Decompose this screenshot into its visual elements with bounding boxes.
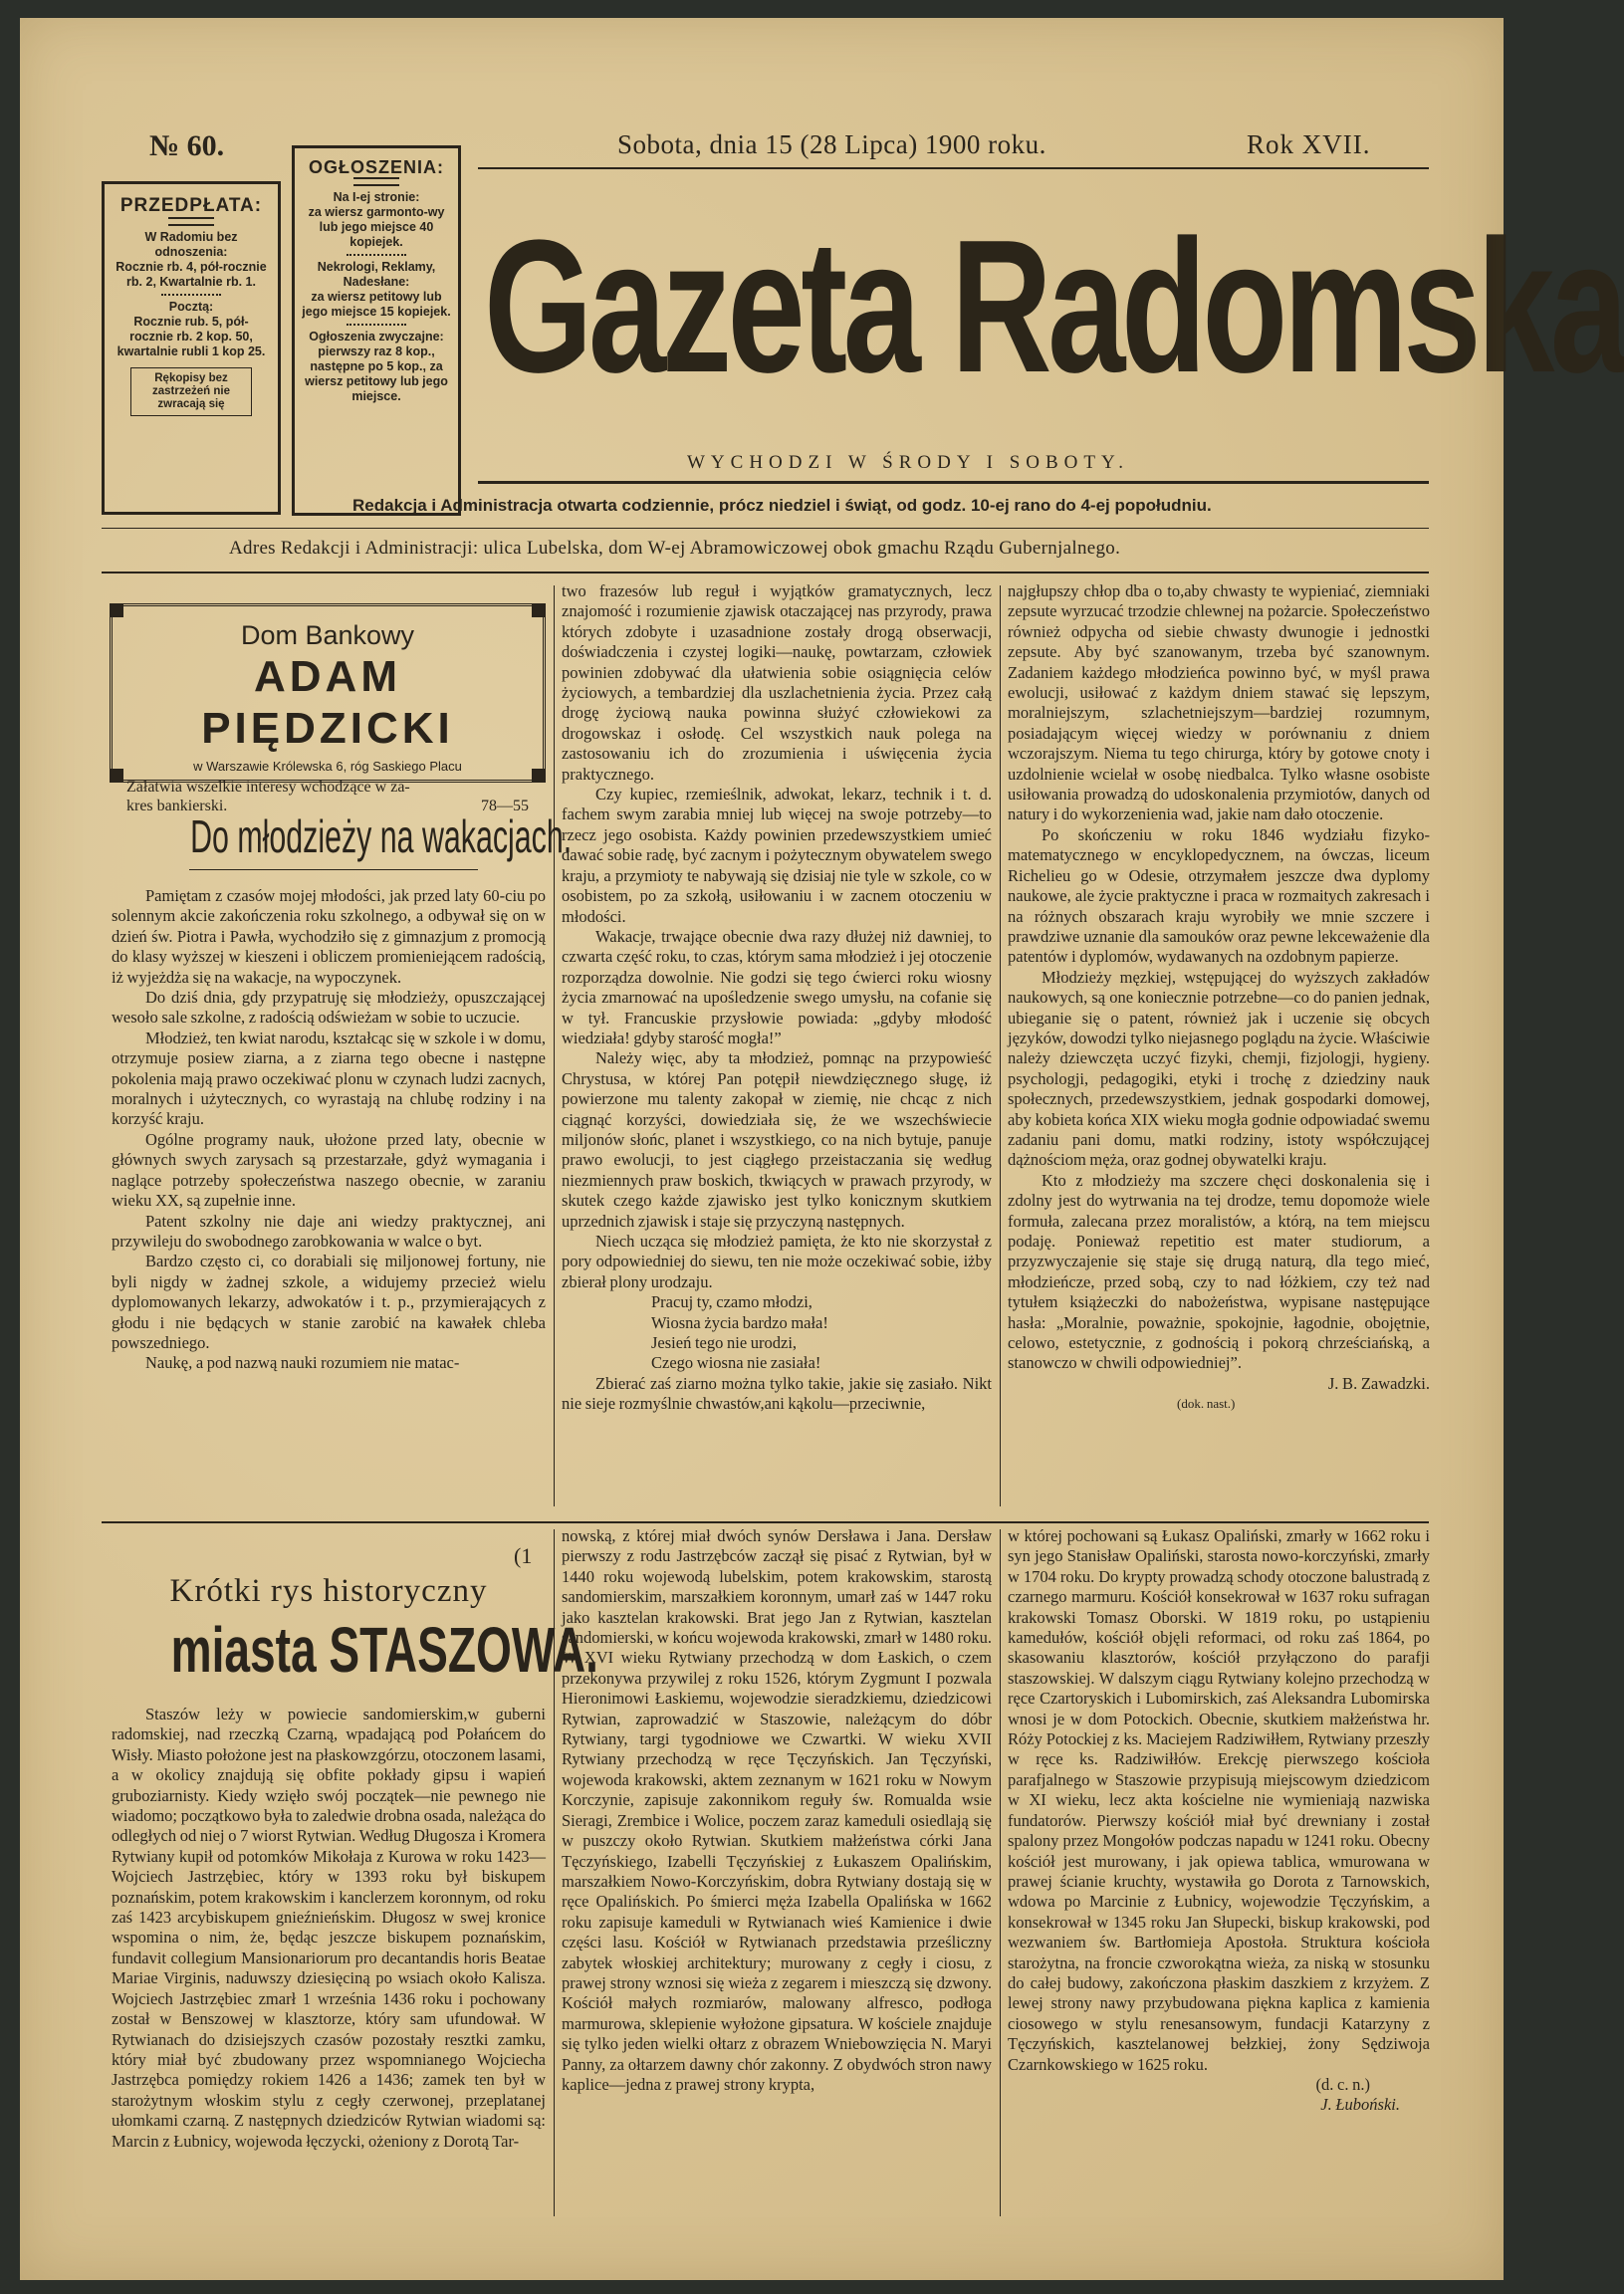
divider <box>478 481 1429 484</box>
paragraph: Kto z młodzieży ma szczere chęci doskonalenia się i zdolny jest do wytrwania na tej drodze, temu dopomoże wiele formuła, zalecana przez moralistów, a którą, na tem miejscu podaję. Ponieważ repetitio est mater studiorum, a przyzwyczajenie się staje się drugą naturą, dla tego mieć, młodzieńcze, przed sobą, czy to nad łóżkiem, czy też nad tytułem książeczki do nabożeństwa, wypisane następujące hasła: „Moralnie, poważnie, spokojnie, łagodnie, obojętnie, celowo, estetycznie, z godnością i pokorą chrześciańską, a stanowczo w chwili odpowiedniej”. <box>1008 1170 1430 1373</box>
divider <box>478 167 1429 169</box>
paragraph: Naukę, a pod nazwą nauki rozumiem nie matac- <box>145 1353 460 1373</box>
paragraph: Zbierać zaś ziarno można tylko takie, jakie się zasiało. Nikt nie sieje rozmyślnie chwastów,ani kąkolu—przeciwnie, <box>562 1373 992 1414</box>
paragraph: Młodzież, ten kwiat narodu, kształcąc się w szkole i w domu, otrzymuje posiew ziarna, a z ziarna tego obecne i następne pokolenia mają prawo oczekiwać plonu w czynach ludzi zacnych, moralnych i użytecznych, co wyrastają na chlubę rodziny i na korzyść kraju. <box>112 1028 546 1129</box>
subscription-line: Rocznie rb. 4, pół-rocznie rb. 2, Kwartalnie rb. 1. <box>116 260 267 289</box>
advertising-line: za wiersz petitowy lub jego miejsce 15 kopiejek. <box>302 290 451 319</box>
newspaper-page <box>20 18 1624 2280</box>
issue-date: Sobota, dnia 15 (28 Lipca) 1900 roku. <box>617 129 1046 159</box>
advertising-line: Nekrologi, Reklamy, Nadesłane: <box>317 260 436 289</box>
ad-code: 78—55 <box>481 798 529 814</box>
continued-note: (dok. nast.) <box>1177 1396 1236 1412</box>
masthead-subtitle: WYCHODZI W ŚRODY I SOBOTY. <box>687 452 1130 473</box>
article-column <box>562 1526 992 2205</box>
ad-heading: Dom Bankowy <box>240 620 415 650</box>
advertising-title: OGŁOSZENIA: <box>309 157 444 177</box>
advertising-line: Na I-ej stronie: <box>333 190 420 204</box>
masthead-title: Gazeta Radomska <box>484 201 1624 412</box>
paragraph: Należy więc, aby ta młodzież, pomnąc na przypowieść Chrystusa, w której Pan potępił niewdzięcznego sługę, iż powierzone mu talenty zakopał w ziemię, nie chcąc z nich ciągnąć korzyści, dowiedziała się, że we wszechświecie miljonów słońc, planet i wszystkiego, co na nich bytuje, panuje prawo ewolucji, to jest ciągłego przeistaczania się według niezmiennych praw boskich, tkwiących w prawach przyrody, w skutek czego każde zjawisko jest tylko konicznym skutkiem uprzednich zjawisk i staje się przyczyną następnych. <box>562 1048 992 1231</box>
article-column <box>112 886 546 1495</box>
subscription-line: Pocztą: <box>168 300 214 314</box>
article-title: Krótki rys historyczny <box>169 1573 488 1609</box>
divider <box>102 572 1429 574</box>
ornament-icon <box>168 217 214 226</box>
manuscripts-note: Rękopisy bez zastrzeżeń nie zwracają się <box>130 367 252 416</box>
verse-line: Jesień tego nie urodzi, <box>651 1333 798 1353</box>
article-column <box>562 581 992 1495</box>
column-divider <box>1000 1529 1001 2216</box>
verse-line: Pracuj ty, czamo młodzi, <box>651 1292 812 1312</box>
footnote-mark: (1 <box>514 1543 533 1568</box>
column-divider <box>554 1529 555 2216</box>
corner-ornament-icon <box>532 769 546 783</box>
column-divider <box>1000 585 1001 1506</box>
subscription-box <box>102 181 281 515</box>
subscription-title: PRZEDPŁATA: <box>119 195 263 216</box>
advertising-line: za wiersz garmonto-wy lub jego miejsce 40 kopiejek. <box>308 205 445 249</box>
divider <box>347 254 406 256</box>
divider <box>189 869 478 870</box>
ad-text: kres bankierski. <box>126 798 228 814</box>
divider <box>161 294 221 296</box>
paragraph: Patent szkolny nie daje ani wiedzy praktycznej, ani przywileju do swobodnego zarobkowania w walce o byt. <box>112 1211 546 1251</box>
advertising-rates-box <box>292 145 461 516</box>
divider <box>102 528 1429 529</box>
editorial-address: Adres Redakcji i Administracji: ulica Lubelska, dom W-ej Abramowiczowej obok gmachu Rządu Gubernjalnego. <box>229 538 1121 559</box>
ad-address: w Warszawie Królewska 6, róg Saskiego Placu <box>193 759 462 774</box>
verse-line: Czego wiosna nie zasiała! <box>651 1353 821 1373</box>
paragraph: Do dziś dnia, gdy przypatruję się młodzieży, opuszczającej wesoło sale szkolne, z radością odświeżam w sobie to uczucie. <box>112 988 546 1028</box>
article-title: miasta STASZOWA. <box>170 1614 598 1686</box>
issue-year: Rok XVII. <box>1247 129 1371 159</box>
corner-ornament-icon <box>532 603 546 617</box>
advertising-line: pierwszy raz 8 kop., następne po 5 kop., za wiersz petitowy lub jego miejsce. <box>305 344 448 403</box>
paragraph: w której pochowani są Łukasz Opaliński, zmarły w 1662 roku i syn jego Stanisław Opaliński, starosta nowo-korczyński, zmarły w 1704 roku. Do krypty prowadzą schody otoczone balustradą z czarnego marmuru. Kościół konsekrował w 1637 roku sufragan krakowski Tomasz Oborski. W 1819 roku, po ustąpieniu kamedułów, kościół objęli reformaci, od roku zaś 1864, po skasowaniu klasztorów, kościół przyłączono do parafji staszowskiej. W dalszym ciągu Rytwiany kolejno przechodzą w ręce Czartoryskich i Lubomirskich, zaś Aleksandra Lubomirska wnosi je w dom Potockich. Obecnie, skutkiem małżeństwa hr. Róży Potockiej z ks. Maciejem Radziwiłłem, Rytwiany przeszły w ręce ks. Radziwiłłów. Erekcję pierwszego kościoła parafjalnego w Staszowie przypisują miejscowym dziedzicom w XI wieku, lecz akta kościelne nie wymieniają nazwiska fundatorów. Pierwszy kościół miał być drewniany i został spalony przez Mongołów podczas napadu w 1241 roku. Obecny kościół jest murowany, i jak opiewa tablica, wmurowana w prawej ścianie kruchty, wystawiła go Dorota z Tarnowskich, wdowa po Marcinie z Łubnicy, wojewodzie Tęczyńskim, a konsekrował w 1345 roku Jan Słupecki, biskup krakowski, pod wezwaniem św. Bartłomieja Apostoła. Struktura kościoła starożytna, na froncie czworokątna wieża, za niską w stosunku do całej budowy, zakończona płaskim daszkiem z krzyżem. Z lewej strony nawy przybudowana piękna kaplica z kamienia ciosowego w stylu renesansowym, fundacji Katarzyny z Tęczyńskich, kasztelanowej bełzkiej, żony Sędziwoja Czarnkowskiego w 1625 roku. <box>1008 1526 1430 2074</box>
corner-ornament-icon <box>110 603 123 617</box>
continued-note: (d. c. n.) <box>1315 2074 1370 2094</box>
paragraph: Niech ucząca się młodzież pamięta, że kto nie skorzystał z pory odpowiedniej do siewu, ten nie może oczekiwać sobie, iżby zbierał plony urodzaju. <box>562 1232 992 1291</box>
divider <box>347 324 406 326</box>
paragraph: Staszów leży w powiecie sandomierskim,w guberni radomskiej, nad rzeczką Czarną, wpadającą pod Połańcem do Wisły. Miasto położone jest na płaskowzgórzu, otoczonem lasami, a w okolicy znajdują się obfite pokłady gipsu i wapień gruboziarnisty. Kiedy wzięło swój początek—nie pewnego nie wiadomo; początkowo była to zaledwie drobna osada, należąca do odległych od niej o 7 wiorst Rytwian. Według Długosza i Kromera Rytwiany kupił od potomków Mikołaja z Kurowa w roku 1423—Wojciech Jastrzębiec, który w 1393 roku był biskupem poznańskim, potem krakowskim i kanclerzem koronnym, od roku zaś 1423 arcybiskupem gnieźnieńskim. Długosz w swej kronice wspomina o nim, że, będąc jeszcze biskupem poznańskim, fundavit collegium Mansionariorum pro decantandis horis Beatae Mariae Virginis, naduwszy dziesięciną po wsiach około Kalisza. Wojciech Jastrzębiec zmarł 1 września 1436 roku i pochowany został w Benszowej w klasztorze, który sam ufundował. W Rytwianach do dzisiejszych czasów pozostały resztki zamku, który miał być zbudowany przez wspomnianego Wojciecha Jastrzębca pomiędzy rokiem 1426 a 1436; zamek ten był w starożytnym włoskim stylu z cegły czerwonej, przeplatanej ułomkami czarną. Z następnych dziedziców Rytwian wiadomi są: Marcin z Łubnicy, wojewoda łęczycki, ożeniony z Dorotą Tar- <box>112 1705 546 2151</box>
advertising-line: Ogłoszenia zwyczajne: <box>309 330 444 344</box>
paragraph: najgłupszy chłop dba o to,aby chwasty te wypieniać, ziemniaki zepsute wyrzucać trzodzie chlewnej na pożarcie. Społeczeństwo również odpycha od siebie chwasty dwunogie i jednostki zepsute. Aby być szanowanym, trzeba być szanownym. Zadaniem każdego młodzieńca powinno być, w myśl prawa ewolucji, usiłować z każdym dniem stawać się lepszym, moralniejszym, szlachetniejszym—bardziej rozumnym, posiadającym więcej wiedzy w porównaniu z dniem wczorajszym. Niema tu tego chirurga, który by gotowe cnoty i uzdolnienie wcielał w osobę niedbalca. Tylko własne osobiste usiłowania prowadzą do udoskonalenia przymiotów, danych od natury i do wykorzenienia wad, jakie nam dało otoczenie. <box>1008 581 1430 824</box>
masthead-area <box>484 175 1624 444</box>
column-divider <box>554 585 555 1506</box>
bank-advertisement <box>110 603 546 814</box>
subscription-line: W Radomiu bez odnoszenia: <box>144 230 238 259</box>
verse-line: Wiosna życia bardzo mała! <box>651 1312 828 1332</box>
paragraph: Ogólne programy nauk, ułożone przed laty, obecnie w głównych swych zarysach są przestarzałe, gdyż wymagania i naglące potrzeby społeczeństwa naszego obecnie, w zaraniu wieku XX, są zupełnie inne. <box>112 1129 546 1211</box>
paragraph: Po skończeniu w roku 1846 wydziału fizyko-matematycznego w encyklopedycznem, na ówczas, liceum Richelieu go w Odesie, otrzymałem jeszcze dwa dyplomy naukowe, ale życie praktyczne i praca w rozmaitych zakresach i na różnych obszarach kraju wyrobiły we mnie szczere i prawdziwe uznanie dla samouków oraz pewne lekceważenie dla patentów i dyplomów, wydawanych na ozdobnym papierze. <box>1008 824 1430 967</box>
article-column <box>1008 1526 1430 2223</box>
ornament-icon <box>353 177 399 186</box>
subscription-line: Rocznie rub. 5, pół-rocznie rb. 2 kop. 50, kwartalnie rubli 1 kop 25. <box>116 315 266 358</box>
paragraph: Młodzieży męzkiej, wstępującej do wyższych zakładów naukowych, są one koniecznie potrzebne—co do panien jednak, ubieganie się o patent, również jak i uczenie się obcych języków, dowodzi tylko niejasnego poglądu na życie. Właściwie należy dziewczęta uczyć fizyki, chemji, fizjologji, hygieny. psychologji, pedagogiki, etyki i trochę z dziedziny nauk społecznych, przedewszystkiem, jednak gospodarki domowej, aby kobieta końca XIX wieku mogła godnie odpowiadać swemu zadaniu pani domu, matki rodziny, istoty współczującej dążnościom męża, oraz godnej obywatelki kraju. <box>1008 967 1430 1170</box>
section-divider <box>102 1521 1429 1523</box>
ad-text: Załatwia wszelkie interesy wchodzące w za- <box>126 779 410 796</box>
office-hours: Redakcja i Administracja otwarta codziennie, prócz niedziel i świąt, od godz. 10-ej rano do 4-ej popołudniu. <box>352 496 1212 515</box>
paragraph: two frazesów lub reguł i wyjątków gramatycznych, lecz znajomość i rozumienie zjawisk otaczającej nas przyrody, prawa których zdobyte i uzasadnione zostały drogą obserwacji, doświadczenia i czystej logiki—naukę, powtarzam, człowiek powinien zdobywać dla ułatwienia sobie osiągnięcia celów życiowych, a tembardziej dla uszlachetnienia życia. Przez całą drogę życiową nauka powinna służyć człowiekowi za drogowskaz i osłodę. Cel wszystkich nauk polega na zastosowaniu ich do zrozumienia i uświęcenia życia praktycznego. <box>562 581 992 784</box>
article-title: Do młodzieży na wakacjach. <box>190 810 573 862</box>
paragraph: Pamiętam z czasów mojej młodości, jak przed laty 60-ciu po solennym akcie zakończenia roku szkolnego, a odbywał się on w dzień św. Piotra i Pawła, wychodziło się z gimnazjum z promocją do klasy wyższej w kieszeni i obliczem promieniejącem radością, iż wyjeżdża się na wakacje, na wypoczynek. <box>112 886 546 987</box>
corner-ornament-icon <box>110 769 123 783</box>
author-signature: J. B. Zawadzki. <box>1327 1373 1430 1393</box>
paragraph: Czy kupiec, rzemieślnik, adwokat, lekarz, technik i t. d. fachem swym zarabia mniej lub więcej na swoje potrzeby—to rzecz jego osobista. Każdy powinien przedewszystkiem umieć dawać sobie radę, być zacnym i pożytecznym obywatelem swego kraju, a przymioty te nabywają się dzisiaj nie tyle w szkole, co w osobistem, po za szkołą, usiłowaniu i w zacnem otoczeniu w młodości. <box>562 785 992 926</box>
ad-company-name: ADAM PIĘDZICKI <box>201 652 454 753</box>
article-column <box>112 1705 546 2202</box>
paragraph: Bardzo często ci, co dorabiali się miljonowej fortuny, nie byli nigdy w żadnej szkole, a widujemy przecież wielu dyplomowanych lekarzy, adwokatów i t. p., przymierających z głodu i nie będących w stanie zarobić na kawałek chleba powszedniego. <box>112 1252 546 1352</box>
article-column <box>1008 581 1430 1517</box>
issue-number: № 60. <box>149 129 225 162</box>
paragraph: nowską, z której miał dwóch synów Dersława i Jana. Dersław pierwszy z rodu Jastrzębców zaczął się pisać z Rytwian, był w 1440 roku wojewodą lubelskim, potem krakowskim, starostą sandomierskim, marszałkiem koronnym, umarł zaś w 1447 roku jako kasztelan krakowski. Brat jego Jan z Rytwian, kasztelan sandomierski, w końcu wojewoda krakowski, zmarł w 1480 roku. W XVI wieku Rytwiany przechodzą w dom Łaskich, o czem przekonywa przywilej z roku 1526, którym Zygmunt I pozwala Hieronimowi Łaskiemu, wojewodzie sieradzkiemu, dziedzicowi Rytwian, zaprowadzić w Staszowie, należącym do dóbr Rytwiany, targi tygodniowe we Czwartki. W wieku XVII Rytwiany przechodzą w ręce Tęczyńskich. Jan Tęczyński, wojewoda krakowski, aktem zeznanym w 1621 roku w Nowym Korczynie, zapisuje zakonnikom reguły św. Romualda wsie Sieragi, Zrembice i Wolice, poczem zaraz kameduli osiedlają się w puszczy około Rytwian. Skutkiem małżeństwa córki Jana Tęczyńskiego, Izabelli Tęczyńskiej z Łukaszem Opalińskim, marszałkiem Nowo-Korczyńskim, dobra Rytwiany dostają się w ręce Opalińskich. Po śmierci męża Izabella Opalińska w 1662 roku zapisuje kameduli w Rytwianach wieś Kamienice i dwie części lasu. Kościół w Rytwianach przedstawia prześliczny zabytek włoskiej architektury; murowany z cegły i ciosu, z prawej strony wznosi się wieża z zegarem i mieszczą się dzwony. Kościół małych rozmiarów, malowany alfresco, podłoga marmurowa, sklepienie wyłożone gipsatura. W kościele znajduje się tylko jeden wielki ołtarz z obrazem Wniebowzięcia N. Maryi Panny, za ołtarzem dawny chór zakonny. Z obydwóch stron nawy kaplice—jedna z prawej strony krypta, <box>562 1526 992 2094</box>
paragraph: Wakacje, trwające obecnie dwa razy dłużej niż dawniej, to czwarta część roku, to czas, którym sama młodzież i jej otoczenie rozporządza dowolnie. Nie godzi się tego ćwierci roku wiosny życia zmarnować na upośledzenie swego umysłu, na cofanie się w tył. Francuskie przysłowie powiada: „gdyby młodość wiedziała! gdyby starość mogła!” <box>562 926 992 1047</box>
author-signature: J. Łuboński. <box>1320 2095 1400 2115</box>
